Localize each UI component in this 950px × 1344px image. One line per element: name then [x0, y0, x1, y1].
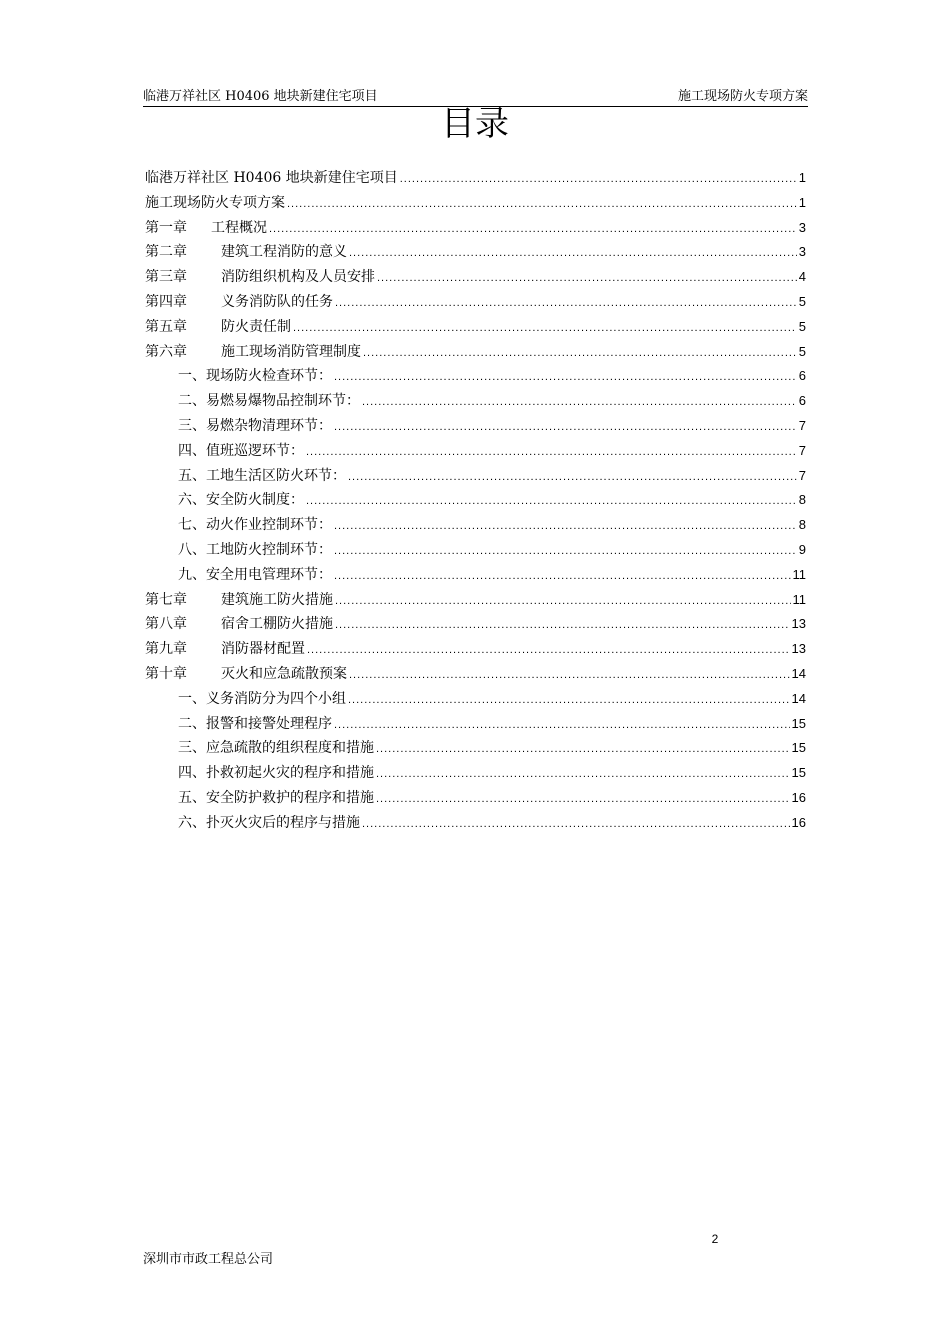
toc-leader-dots — [335, 613, 790, 638]
toc-page-number: 7 — [798, 417, 806, 433]
toc-page-number: 13 — [791, 616, 806, 632]
toc-entry[interactable] — [145, 687, 806, 712]
toc-chapter-number: 第七章 — [145, 591, 187, 608]
toc-leader-dots — [348, 688, 790, 713]
toc-leader-dots — [334, 713, 790, 738]
toc-entry-label: 六、安全防火制度： — [178, 492, 304, 509]
toc-page-number: 11 — [792, 566, 806, 582]
toc-leader-dots — [334, 539, 797, 564]
toc-chapter-number: 第十章 — [145, 665, 187, 682]
toc-chapter-number: 第九章 — [145, 641, 187, 658]
header-project-name: 临港万祥社区 H0406 地块新建住宅项目 — [143, 89, 378, 104]
toc-entry-label: 五、安全防护救护的程序和措施 — [178, 789, 374, 806]
toc-chapter-number: 第五章 — [145, 318, 187, 335]
toc-leader-dots — [376, 787, 790, 812]
toc-entry-label: 一、义务消防分为四个小组 — [178, 690, 346, 707]
toc-page-number: 6 — [798, 368, 806, 384]
toc-entry[interactable] — [145, 340, 806, 365]
toc-page-number: 7 — [798, 467, 806, 483]
toc-page-number: 15 — [791, 765, 806, 781]
toc-entry-label: 五、工地生活区防火环节： — [178, 467, 346, 484]
page-number: 2 — [711, 1232, 719, 1246]
toc-chapter-number: 第二章 — [145, 244, 187, 261]
toc-entry[interactable] — [145, 439, 806, 464]
toc-entry[interactable] — [145, 240, 806, 265]
toc-leader-dots — [287, 192, 797, 217]
toc-chapter-number: 第四章 — [145, 293, 187, 310]
toc-entry[interactable] — [145, 166, 806, 191]
toc-page-number: 5 — [798, 343, 806, 359]
toc-entry[interactable] — [145, 811, 806, 836]
toc-entry[interactable] — [145, 290, 806, 315]
toc-entry-label: 义务消防队的任务 — [221, 293, 333, 310]
toc-entry-label: 二、报警和接警处理程序 — [178, 715, 332, 732]
toc-leader-dots — [334, 365, 797, 390]
toc-leader-dots — [307, 638, 790, 663]
toc-entry[interactable] — [145, 315, 806, 340]
toc-leader-dots — [334, 564, 791, 589]
toc-entry-label: 防火责任制 — [221, 318, 291, 335]
toc-entry-label: 三、易燃杂物清理环节： — [178, 417, 332, 434]
toc-entry[interactable] — [145, 662, 806, 687]
toc-entry-label: 六、扑灭火灾后的程序与措施 — [178, 814, 360, 831]
toc-page-number: 13 — [791, 641, 806, 657]
toc-entry[interactable] — [145, 563, 806, 588]
page-footer-company: 深圳市市政工程总公司 — [143, 1252, 274, 1267]
toc-entry[interactable] — [145, 414, 806, 439]
toc-entry[interactable] — [145, 464, 806, 489]
toc-entry[interactable] — [145, 364, 806, 389]
toc-entry[interactable] — [145, 612, 806, 637]
toc-page-number: 8 — [798, 492, 806, 508]
toc-entry[interactable] — [145, 216, 806, 241]
toc-entry-label: 施工现场防火专项方案 — [145, 194, 285, 211]
toc-page-number: 3 — [798, 244, 806, 260]
toc-entry-label: 九、安全用电管理环节： — [178, 566, 332, 583]
toc-entry-label: 七、动火作业控制环节： — [178, 517, 332, 534]
toc-page-number: 16 — [791, 814, 806, 830]
toc-leader-dots — [377, 266, 797, 291]
toc-entry-label: 四、值班巡逻环节： — [178, 442, 304, 459]
toc-entry-label: 建筑施工防火措施 — [221, 591, 333, 608]
toc-entry[interactable] — [145, 389, 806, 414]
toc-entry-label: 临港万祥社区 H0406 地块新建住宅项目 — [145, 170, 398, 186]
toc-entry-label: 消防组织机构及人员安排 — [221, 269, 375, 286]
toc-page-number: 3 — [798, 219, 806, 235]
toc-page-number: 1 — [798, 170, 806, 185]
toc-leader-dots — [362, 390, 797, 415]
toc-chapter-number: 第三章 — [145, 269, 187, 286]
toc-page-number: 16 — [791, 789, 806, 805]
toc-entry-label: 施工现场消防管理制度 — [221, 343, 361, 360]
toc-chapter-number: 第八章 — [145, 616, 187, 633]
toc-page-number: 15 — [791, 715, 806, 731]
toc-leader-dots — [376, 737, 790, 762]
toc-chapter-number: 第一章 — [145, 219, 187, 236]
toc-page-number: 4 — [798, 269, 806, 285]
toc-page-number: 14 — [791, 665, 806, 681]
toc-entry-label: 一、现场防火检查环节： — [178, 368, 332, 385]
toc-page-number: 9 — [798, 541, 806, 557]
toc-entry[interactable] — [145, 513, 806, 538]
toc-page-number: 11 — [792, 591, 806, 607]
table-of-contents — [145, 166, 806, 836]
toc-entry-label: 宿舍工棚防火措施 — [221, 616, 333, 633]
toc-entry[interactable] — [145, 712, 806, 737]
toc-entry-label: 消防器材配置 — [221, 641, 305, 658]
toc-leader-dots — [306, 489, 797, 514]
toc-page-number: 7 — [798, 442, 806, 458]
toc-entry[interactable] — [145, 538, 806, 563]
toc-page-number: 1 — [798, 194, 806, 210]
toc-page-number: 14 — [791, 690, 806, 706]
toc-leader-dots — [335, 589, 791, 614]
toc-leader-dots — [334, 415, 797, 440]
toc-entry[interactable] — [145, 265, 806, 290]
toc-entry[interactable] — [145, 761, 806, 786]
toc-leader-dots — [362, 812, 790, 837]
toc-leader-dots — [363, 341, 797, 366]
toc-leader-dots — [293, 316, 797, 341]
toc-entry-label: 灭火和应急疏散预案 — [221, 665, 347, 682]
toc-leader-dots — [269, 217, 797, 242]
toc-entry-label: 八、工地防火控制环节： — [178, 541, 332, 558]
toc-entry-label: 工程概况 — [211, 219, 267, 236]
toc-entry[interactable] — [145, 786, 806, 811]
toc-entry[interactable] — [145, 191, 806, 216]
toc-leader-dots — [334, 514, 797, 539]
toc-leader-dots — [376, 762, 790, 787]
toc-leader-dots — [349, 241, 797, 266]
toc-entry[interactable] — [145, 588, 806, 613]
toc-page-number: 6 — [798, 393, 806, 409]
toc-leader-dots — [306, 440, 797, 465]
toc-entry[interactable] — [145, 488, 806, 513]
toc-title: 目录 — [441, 104, 509, 144]
toc-page-number: 8 — [798, 517, 806, 533]
toc-entry[interactable] — [145, 736, 806, 761]
toc-entry-label: 四、扑救初起火灾的程序和措施 — [178, 765, 374, 782]
toc-leader-dots — [335, 291, 797, 316]
toc-entry-label: 建筑工程消防的意义 — [221, 244, 347, 261]
toc-page-number: 5 — [798, 318, 806, 334]
toc-entry-label: 二、易燃易爆物品控制环节： — [178, 393, 360, 410]
toc-leader-dots — [348, 465, 797, 490]
toc-entry[interactable] — [145, 637, 806, 662]
toc-chapter-number: 第六章 — [145, 343, 187, 360]
toc-page-number: 15 — [791, 740, 806, 756]
toc-leader-dots — [400, 167, 797, 192]
toc-leader-dots — [349, 663, 790, 688]
toc-entry-label: 三、应急疏散的组织程度和措施 — [178, 740, 374, 757]
header-document-name: 施工现场防火专项方案 — [677, 89, 808, 104]
toc-page-number: 5 — [798, 293, 806, 309]
